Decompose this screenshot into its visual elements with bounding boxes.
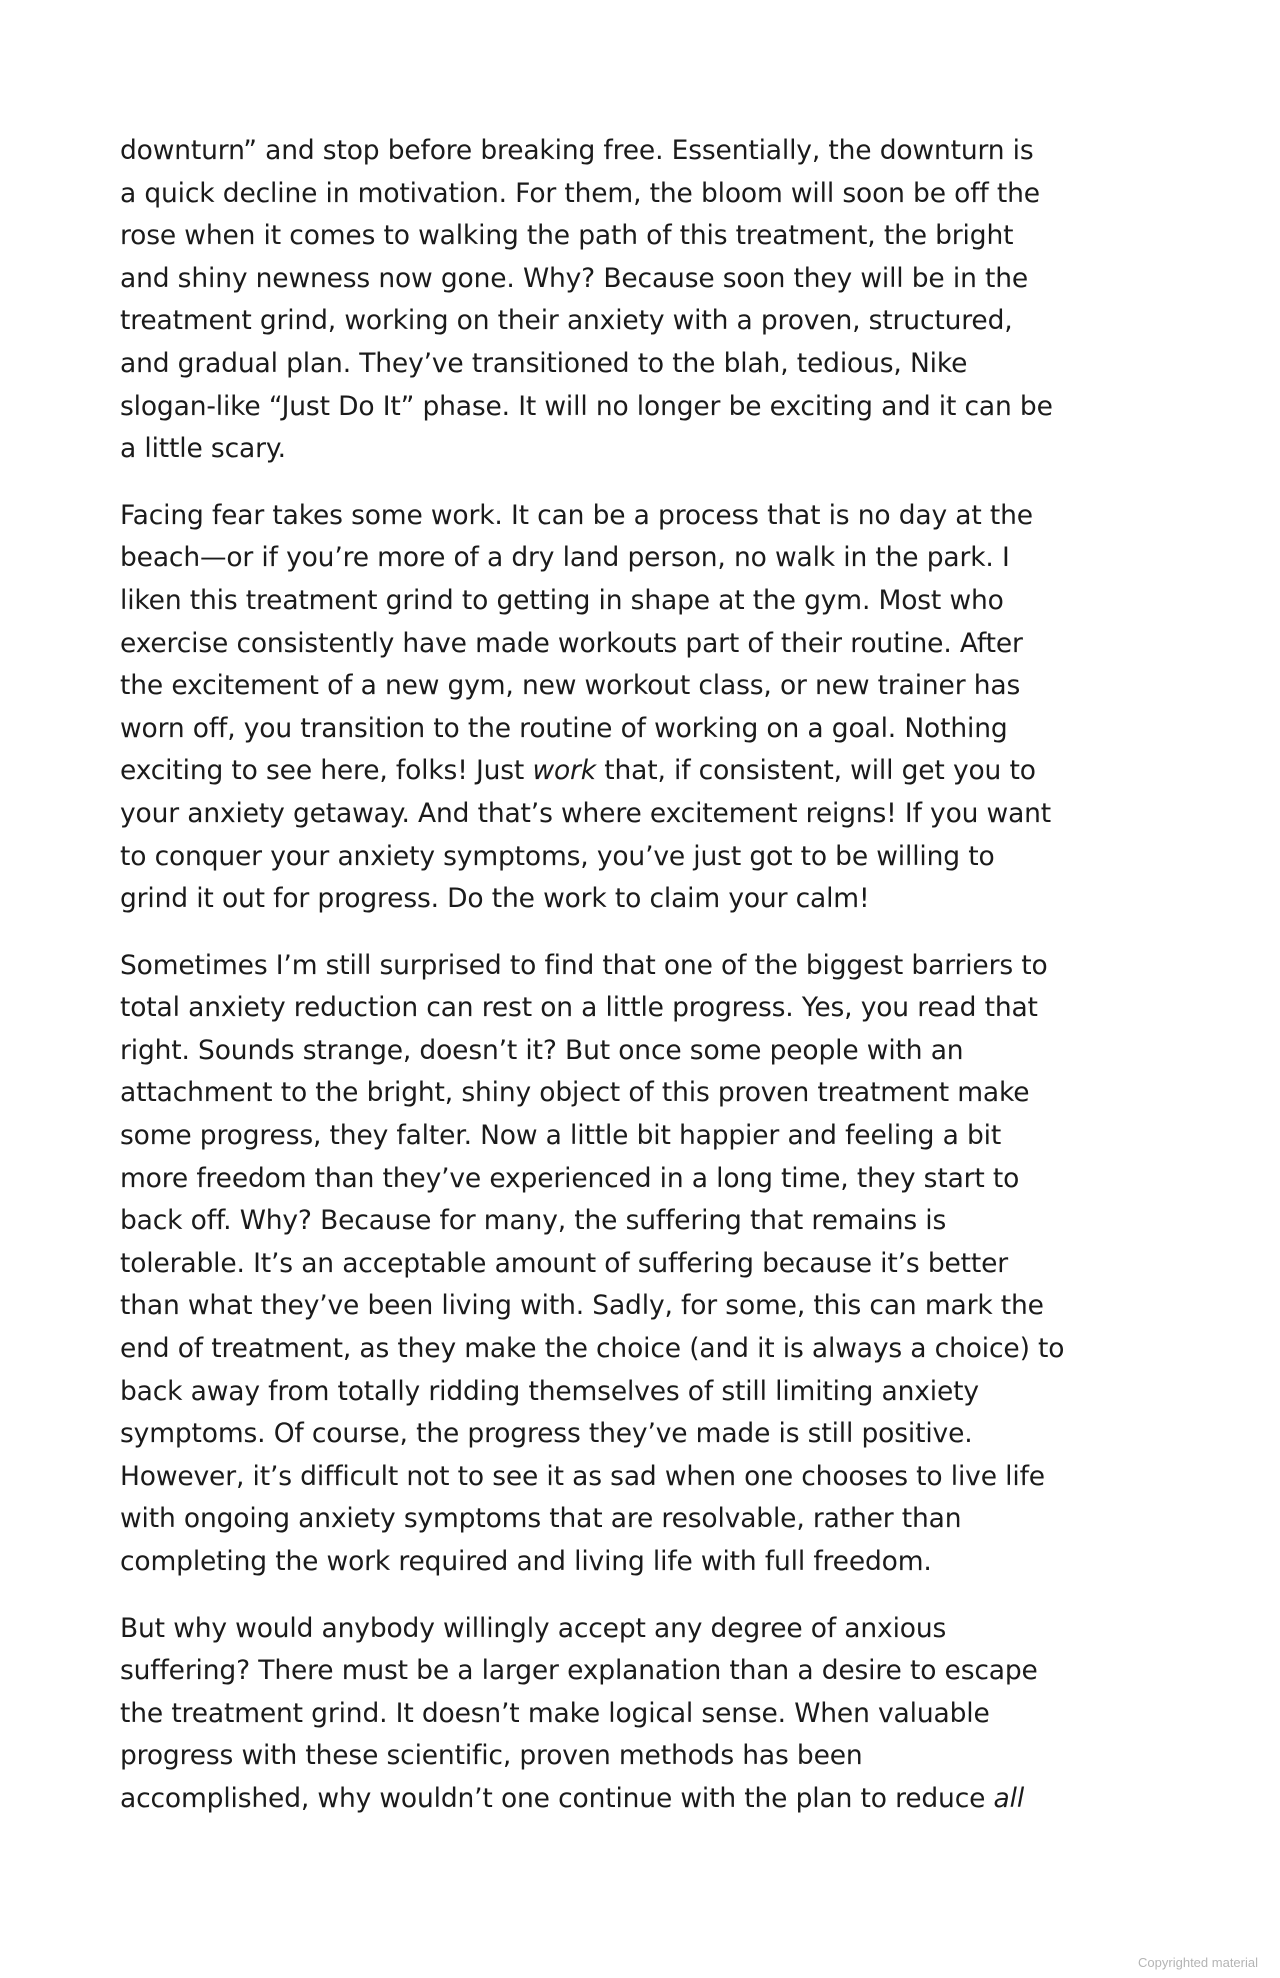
text-line: slogan-like “Just Do It” phase. It will no longer be exciting and it can be — [120, 390, 1053, 422]
text-line: a little scary. — [120, 433, 286, 465]
text-line: back away from totally ridding themselves of still limiting anxiety — [120, 1375, 979, 1407]
text-line: treatment grind, working on their anxiety with a proven, structured, — [120, 305, 1013, 337]
emphasis-text: all — [993, 1782, 1025, 1814]
text-line: and gradual plan. They’ve transitioned to the blah, tedious, Nike — [120, 347, 968, 379]
text-line: and shiny newness now gone. Why? Because soon they will be in the — [120, 262, 1029, 294]
text-run: that, if consistent, will get you to — [595, 755, 1036, 787]
paragraph-4 — [120, 1608, 1145, 1821]
text-line: back off. Why? Because for many, the suffering that remains is — [120, 1205, 947, 1237]
text-line: with ongoing anxiety symptoms that are resolvable, rather than — [120, 1503, 962, 1535]
text-line: suffering? There must be a larger explanation than a desire to escape — [120, 1655, 1038, 1687]
text-line: worn off, you transition to the routine of working on a goal. Nothing — [120, 712, 1008, 744]
text-line: some progress, they falter. Now a little bit happier and feeling a bit — [120, 1120, 1002, 1152]
text-line: Facing fear takes some work. It can be a process that is no day at the — [120, 499, 1033, 531]
text-line: progress with these scientific, proven methods has been — [120, 1740, 863, 1772]
text-line: your anxiety getaway. And that’s where excitement reigns! If you want — [120, 797, 1052, 829]
text-line: exercise consistently have made workouts part of their routine. After — [120, 627, 1023, 659]
paragraph-2 — [120, 495, 1145, 921]
text-run: exciting to see here, folks! Just — [120, 755, 533, 787]
emphasis-text: work — [532, 755, 596, 787]
text-line: liken this treatment grind to getting in shape at the gym. Most who — [120, 584, 1004, 616]
text-line: symptoms. Of course, the progress they’ve made is still positive. — [120, 1418, 973, 1450]
text-line: tolerable. It’s an acceptable amount of suffering because it’s better — [120, 1247, 1009, 1279]
text-line: rose when it comes to walking the path of this treatment, the bright — [120, 220, 1014, 252]
text-line: beach—or if you’re more of a dry land person, no walk in the park. I — [120, 542, 1010, 574]
text-run: accomplished, why wouldn’t one continue with the plan to reduce — [120, 1782, 994, 1814]
text-line: downturn” and stop before breaking free. Essentially, the downturn is — [120, 135, 1034, 166]
text-line: than what they’ve been living with. Sadly, for some, this can mark the — [120, 1290, 1044, 1322]
text-line: a quick decline in motivation. For them, the bloom will soon be off the — [120, 177, 1040, 209]
text-line: more freedom than they’ve experienced in a long time, they start to — [120, 1162, 1020, 1194]
text-line: attachment to the bright, shiny object of this proven treatment make — [120, 1077, 1030, 1109]
text-line: completing the work required and living life with full freedom. — [120, 1546, 932, 1577]
paragraph-3 — [120, 945, 1145, 1584]
text-line: right. Sounds strange, doesn’t it? But once some people with an — [120, 1034, 964, 1066]
page-body — [120, 130, 1145, 1845]
copyright-watermark: Copyrighted material — [1138, 1955, 1258, 1970]
text-line-with-emphasis — [120, 750, 1145, 793]
paragraph-1 — [120, 130, 1145, 471]
text-line: end of treatment, as they make the choice (and it is always a choice) to — [120, 1333, 1065, 1365]
text-line: Sometimes I’m still surprised to find that one of the biggest barriers to — [120, 949, 1048, 981]
text-line: to conquer your anxiety symptoms, you’ve just got to be willing to — [120, 840, 995, 872]
text-line: But why would anybody willingly accept any degree of anxious — [120, 1612, 947, 1644]
text-line: total anxiety reduction can rest on a little progress. Yes, you read that — [120, 992, 1038, 1024]
text-line: grind it out for progress. Do the work to claim your calm! — [120, 883, 870, 915]
text-line-with-emphasis — [120, 1778, 1145, 1821]
text-line: the treatment grind. It doesn’t make logical sense. When valuable — [120, 1697, 990, 1729]
text-line: the excitement of a new gym, new workout class, or new trainer has — [120, 670, 1021, 702]
text-line: However, it’s difficult not to see it as sad when one chooses to live life — [120, 1460, 1045, 1492]
